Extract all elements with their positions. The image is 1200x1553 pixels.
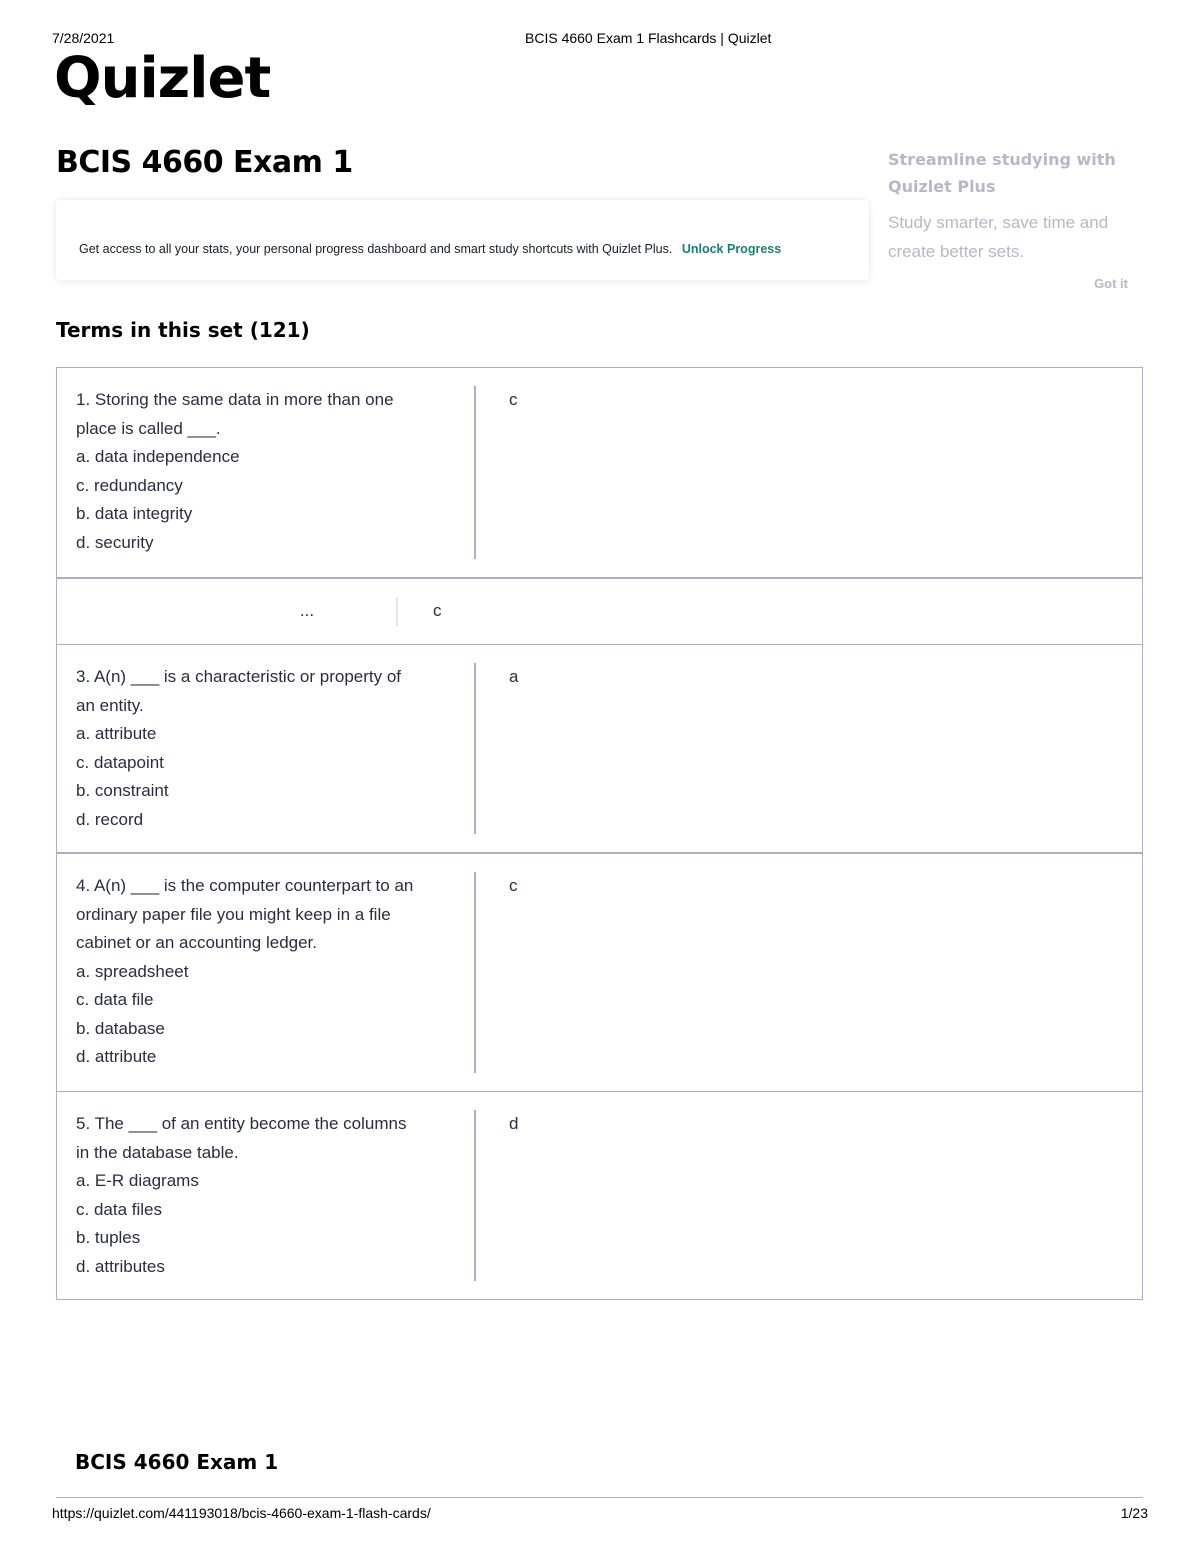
term-line: in the database table. bbox=[76, 1142, 239, 1162]
progress-banner-text-wrap bbox=[79, 242, 781, 256]
term-line: c. redundancy bbox=[76, 475, 183, 495]
term-card bbox=[56, 853, 1143, 1092]
got-it-button[interactable]: Got it bbox=[1094, 276, 1128, 291]
print-footer bbox=[52, 1505, 1148, 1525]
card-divider bbox=[474, 663, 476, 834]
term-card bbox=[56, 578, 1143, 645]
terms-heading: Terms in this set (121) bbox=[56, 318, 310, 342]
term-line: d. attributes bbox=[76, 1256, 165, 1276]
quizlet-logo[interactable]: Quizlet bbox=[54, 46, 271, 111]
promo-body: Study smarter, save time and create better sets. bbox=[888, 213, 1109, 261]
term-line: cabinet or an accounting ledger. bbox=[76, 933, 318, 952]
card-divider bbox=[474, 1110, 476, 1281]
print-date: 7/28/2021 bbox=[52, 30, 115, 46]
term-line: a. attribute bbox=[76, 724, 157, 743]
quizlet-plus-promo bbox=[888, 146, 1138, 291]
term-line: a. data independence bbox=[76, 447, 240, 466]
term-card bbox=[56, 1091, 1143, 1300]
footer-divider bbox=[56, 1497, 1143, 1498]
card-definition: c bbox=[509, 876, 518, 895]
term-line: 4. A(n) ___ is the computer counterpart to an bbox=[76, 876, 414, 895]
promo-heading: Streamline studying with Quizlet Plus bbox=[888, 150, 1116, 196]
term-line: d. record bbox=[76, 809, 144, 829]
term-line: 1. Storing the same data in more than one bbox=[76, 390, 394, 409]
term-line: d. attribute bbox=[76, 1047, 157, 1066]
term-line: c. data file bbox=[76, 990, 154, 1009]
term-card bbox=[56, 644, 1143, 853]
progress-banner-text: Get access to all your stats, your personal progress dashboard and smart study shortcuts with Quizlet Plus. bbox=[79, 242, 673, 256]
term-line: b. tuples bbox=[76, 1228, 141, 1247]
term-line: b. data integrity bbox=[76, 504, 193, 523]
term-card bbox=[56, 367, 1143, 578]
card-term bbox=[76, 386, 436, 557]
term-line: ordinary paper file you might keep in a file bbox=[76, 904, 391, 924]
term-line: b. database bbox=[76, 1018, 165, 1038]
card-term bbox=[157, 597, 457, 626]
card-divider bbox=[396, 597, 398, 626]
term-line: a. spreadsheet bbox=[76, 961, 189, 981]
card-term bbox=[76, 663, 436, 834]
term-line: place is called ___. bbox=[76, 418, 221, 438]
term-line: c. data files bbox=[76, 1199, 162, 1219]
print-page-number: 1/23 bbox=[1120, 1505, 1148, 1521]
card-divider bbox=[474, 386, 476, 559]
term-line: 3. A(n) ___ is a characteristic or property of bbox=[76, 667, 402, 686]
card-definition: c bbox=[509, 390, 518, 409]
term-line: a. E-R diagrams bbox=[76, 1171, 199, 1190]
set-title: BCIS 4660 Exam 1 bbox=[56, 145, 353, 180]
term-line: an entity. bbox=[76, 695, 144, 715]
term-line: ... bbox=[299, 601, 315, 620]
print-url: https://quizlet.com/441193018/bcis-4660-exam-1-flash-cards/ bbox=[52, 1505, 431, 1521]
print-document-title: BCIS 4660 Exam 1 Flashcards | Quizlet bbox=[525, 30, 772, 46]
term-line: d. security bbox=[76, 532, 154, 552]
card-definition: d bbox=[509, 1114, 519, 1133]
term-line: b. constraint bbox=[76, 781, 169, 800]
term-line: 5. The ___ of an entity become the columns bbox=[76, 1114, 407, 1133]
unlock-progress-link[interactable]: Unlock Progress bbox=[681, 242, 782, 256]
term-line: c. datapoint bbox=[76, 752, 164, 772]
card-divider bbox=[474, 872, 476, 1073]
card-definition: a bbox=[509, 667, 519, 686]
footer-set-title: BCIS 4660 Exam 1 bbox=[75, 1450, 279, 1474]
card-definition: c bbox=[433, 601, 442, 620]
card-term bbox=[76, 1110, 436, 1281]
progress-banner bbox=[56, 200, 869, 280]
card-term bbox=[76, 872, 436, 1072]
